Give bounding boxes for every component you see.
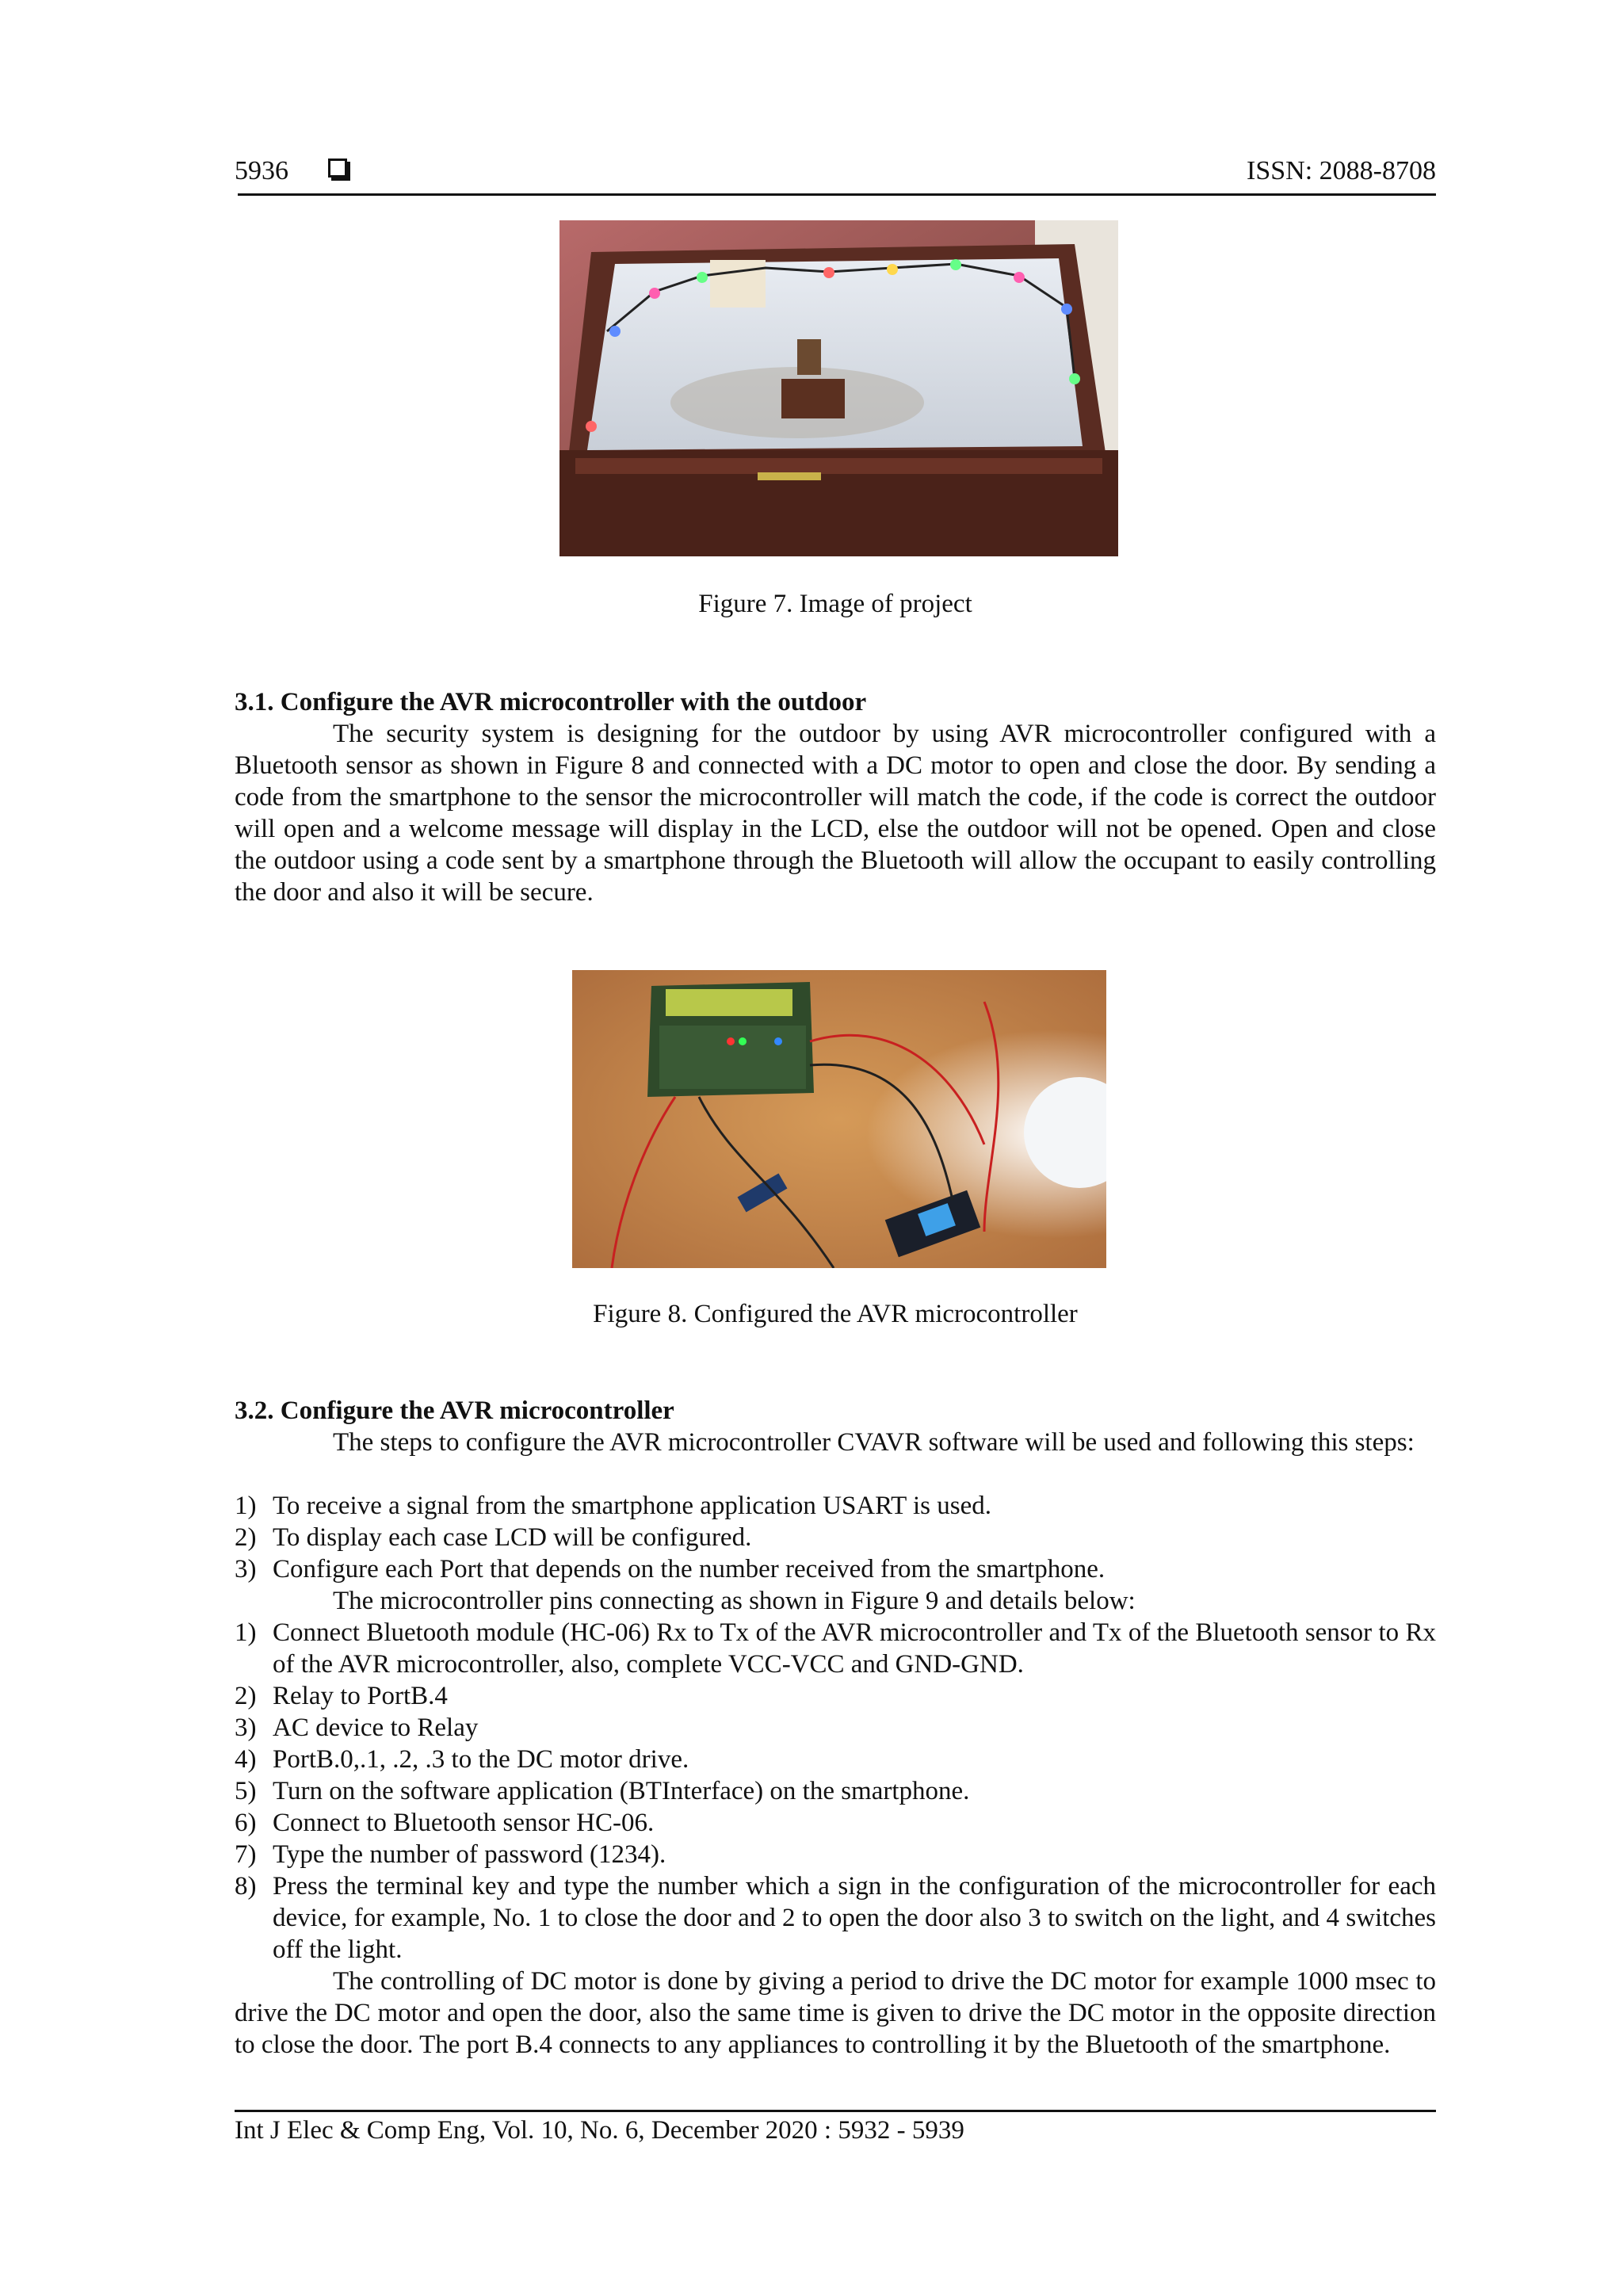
footer-rule bbox=[235, 2110, 1436, 2112]
pin-connections-list bbox=[235, 1617, 1436, 1966]
section-3-2-heading: 3.2. Configure the AVR microcontroller bbox=[235, 1396, 674, 1425]
page-number: 5936 bbox=[235, 156, 288, 185]
list-item: 3) AC device to Relay bbox=[235, 1713, 479, 1742]
list-item: 7) Type the number of password (1234). bbox=[235, 1840, 666, 1869]
section-3-1-heading: 3.1. Configure the AVR microcontroller with the outdoor bbox=[235, 688, 867, 716]
checkbox-square-icon bbox=[328, 159, 347, 178]
header-rule bbox=[238, 193, 1436, 196]
footer-citation: Int J Elec & Comp Eng, Vol. 10, No. 6, December 2020 : 5932 - 5939 bbox=[235, 2116, 964, 2145]
section-3-2-closing: The controlling of DC motor is done by giving a period to drive the DC motor for example 1000 msec to drive the DC motor and open the door, also the same time is given to drive the DC motor in the opposite direction to close the door. The port B.4 connects to any appliances to controlling it by the Bluetooth of the smartphone. bbox=[235, 1967, 1436, 2059]
figure7-caption: Figure 7. Image of project bbox=[698, 590, 972, 618]
pins-intro: The microcontroller pins connecting as shown in Figure 9 and details below: bbox=[333, 1587, 1136, 1615]
config-steps-list bbox=[235, 1490, 1436, 1585]
section-3-1-paragraph: The security system is designing for the outdoor by using AVR microcontroller configured with a Bluetooth sensor as shown in Figure 8 and connected with a DC motor to open and close the door. By sending a code from the smartphone to the sensor the microcontroller will match the code, if the code is correct the outdoor will open and a welcome message will display in the LCD, else the outdoor will not be opened. Open and close the outdoor using a code sent by a smartphone through the Bluetooth will allow the occupant to easily controlling the door and also it will be secure. bbox=[235, 720, 1436, 907]
list-item: 5) Turn on the software application (BTInterface) on the smartphone. bbox=[235, 1777, 970, 1805]
list-item: 8) Press the terminal key and type the number which a sign in the configuration of the microcontroller for each device, for example, No. 1 to close the door and 2 to open the door also 3 to switch on the light, and 4 switches off the light. bbox=[235, 1872, 1436, 1964]
list-item: 4) PortB.0,.1, .2, .3 to the DC motor drive. bbox=[235, 1745, 689, 1774]
figure8-image bbox=[572, 970, 1106, 1268]
list-item: 1) To receive a signal from the smartphone application USART is used. bbox=[235, 1492, 991, 1520]
page-header bbox=[235, 151, 1436, 195]
list-item: 2) To display each case LCD will be configured. bbox=[235, 1523, 752, 1552]
issn-label: ISSN: 2088-8708 bbox=[1247, 156, 1436, 185]
figure8-caption: Figure 8. Configured the AVR microcontroller bbox=[593, 1300, 1078, 1328]
list-item: 1) Connect Bluetooth module (HC-06) Rx to Tx of the AVR microcontroller and Tx of the Bluetooth sensor to Rx of the AVR microcontroller, also, complete VCC-VCC and GND-GND. bbox=[235, 1618, 1436, 1679]
list-item: 3) Configure each Port that depends on the number received from the smartphone. bbox=[235, 1555, 1106, 1584]
list-item: 6) Connect to Bluetooth sensor HC-06. bbox=[235, 1809, 655, 1837]
list-item: 2) Relay to PortB.4 bbox=[235, 1682, 448, 1710]
figure7-image bbox=[559, 220, 1118, 556]
section-3-2-intro: The steps to configure the AVR microcontroller CVAVR software will be used and following this steps: bbox=[333, 1428, 1415, 1457]
